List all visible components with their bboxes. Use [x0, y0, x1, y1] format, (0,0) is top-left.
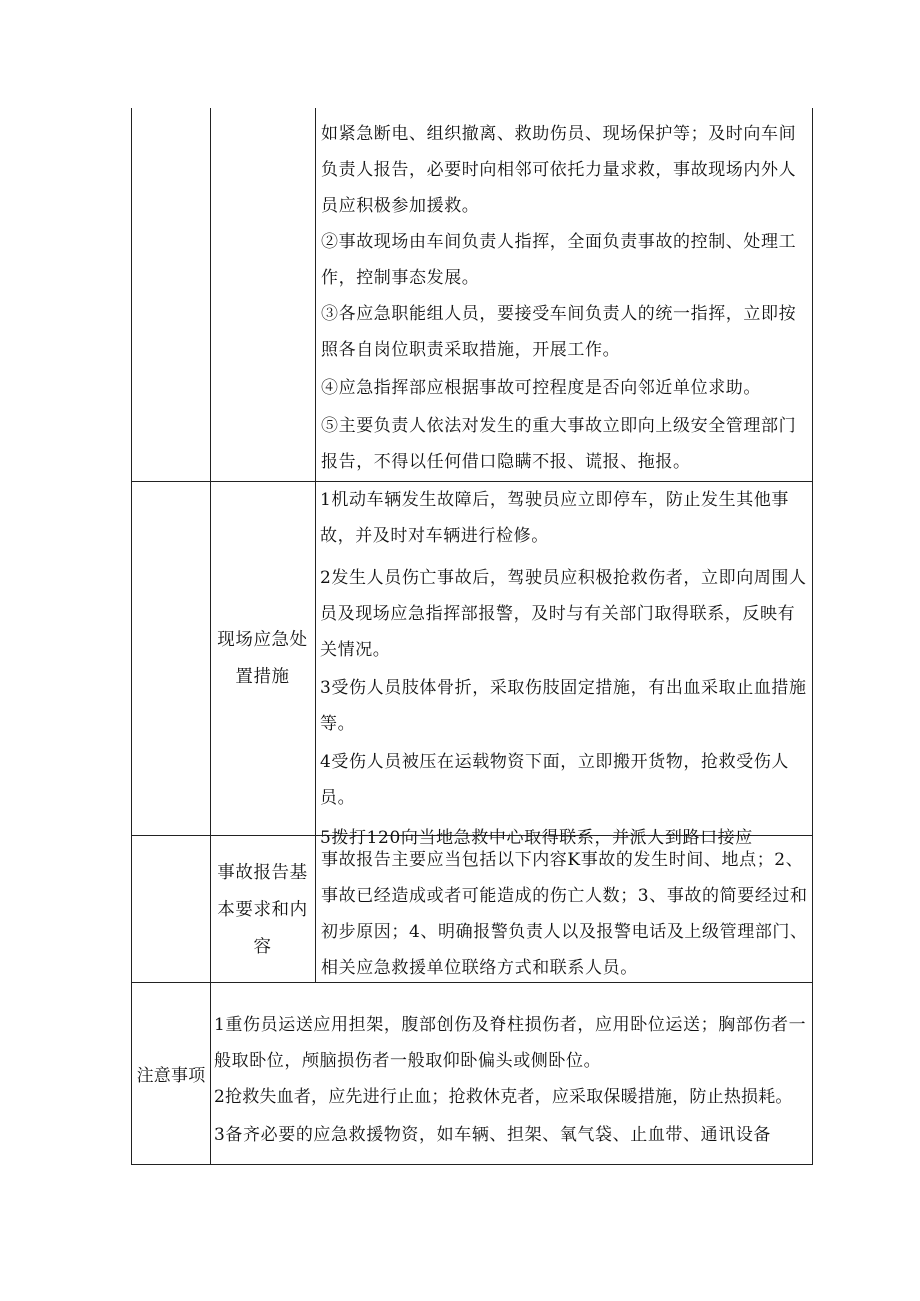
label-column-divider: [210, 108, 211, 1165]
measure-paragraph: 3受伤人员肢体骨折，采取伤肢固定措施，有出血采取止血措施等。: [320, 678, 807, 734]
procedure-paragraph: 如紧急断电、组织撤离、救助伤员、现场保护等；及时向车间负责人报告，必要时向相邻可依托力量求救，事故现场内外人员应积极参加援救。: [321, 124, 797, 216]
row-label-precautions: 注意事项: [136, 1066, 206, 1086]
table-right-border: [812, 108, 813, 1165]
precaution-paragraph: 3备齐必要的应急救援物资，如车辆、担架、氧气袋、止血带、通讯设备: [214, 1125, 772, 1145]
precaution-paragraph: 2抢救失血者，应先进行止血；抢救休克者，应采取保暖措施，防止热损耗。: [214, 1087, 793, 1107]
procedure-paragraph: ③各应急职能组人员，要接受车间负责人的统一指挥，立即按照各自岗位职责采取措施，开展工作。: [321, 304, 797, 360]
procedure-paragraph: ⑤主要负责人依法对发生的重大事故立即向上级安全管理部门报告，不得以任何借口隐瞒不报、谎报、拖报。: [321, 416, 797, 472]
measure-paragraph: 1机动车辆发生故障后，驾驶员应立即停车，防止发生其他事故，并及时对车辆进行检修。: [320, 490, 790, 546]
table-left-border: [131, 108, 132, 1165]
procedure-paragraph: ②事故现场由车间负责人指挥，全面负责事故的控制、处理工作，控制事态发展。: [321, 232, 797, 288]
onsite-measures-content: [316, 482, 812, 848]
procedure-paragraph: ④应急指挥部应根据事故可控程度是否向邻近单位求助。: [321, 378, 761, 398]
measure-paragraph: 4受伤人员被压在运载物资下面，立即搬开货物，抢救受伤人员。: [320, 752, 790, 808]
measure-paragraph: 2发生人员伤亡事故后，驾驶员应积极抢救伤者，立即向周围人员及现场应急指挥部报警，及时与有关部门取得联系，反映有关情况。: [320, 568, 807, 660]
measure-paragraph: 5拨打120向当地急救中心取得联系，并派人到路口接应: [320, 828, 753, 848]
row-label-accident-report: 事故报告基本要求和内容: [217, 863, 308, 957]
row-label-onsite-measures: 现场应急处置措施: [217, 630, 308, 687]
report-paragraph: 事故报告主要应当包括以下内容K事故的发生时间、地点；2、事故已经造成或者可能造成的伤亡人数；3、事故的简要经过和初步原因；4、明确报警负责人以及报警电话及上级管理部门、相关应急救援单位联络方式和联系人员。: [321, 850, 808, 978]
precaution-paragraph: 1重伤员运送应用担架，腹部创伤及脊柱损伤者，应用卧位运送；胸部伤者一般取卧位，颅脑损伤者一般取仰卧偏头或侧卧位。: [214, 1015, 807, 1071]
table-bottom-border: [131, 1164, 813, 1165]
